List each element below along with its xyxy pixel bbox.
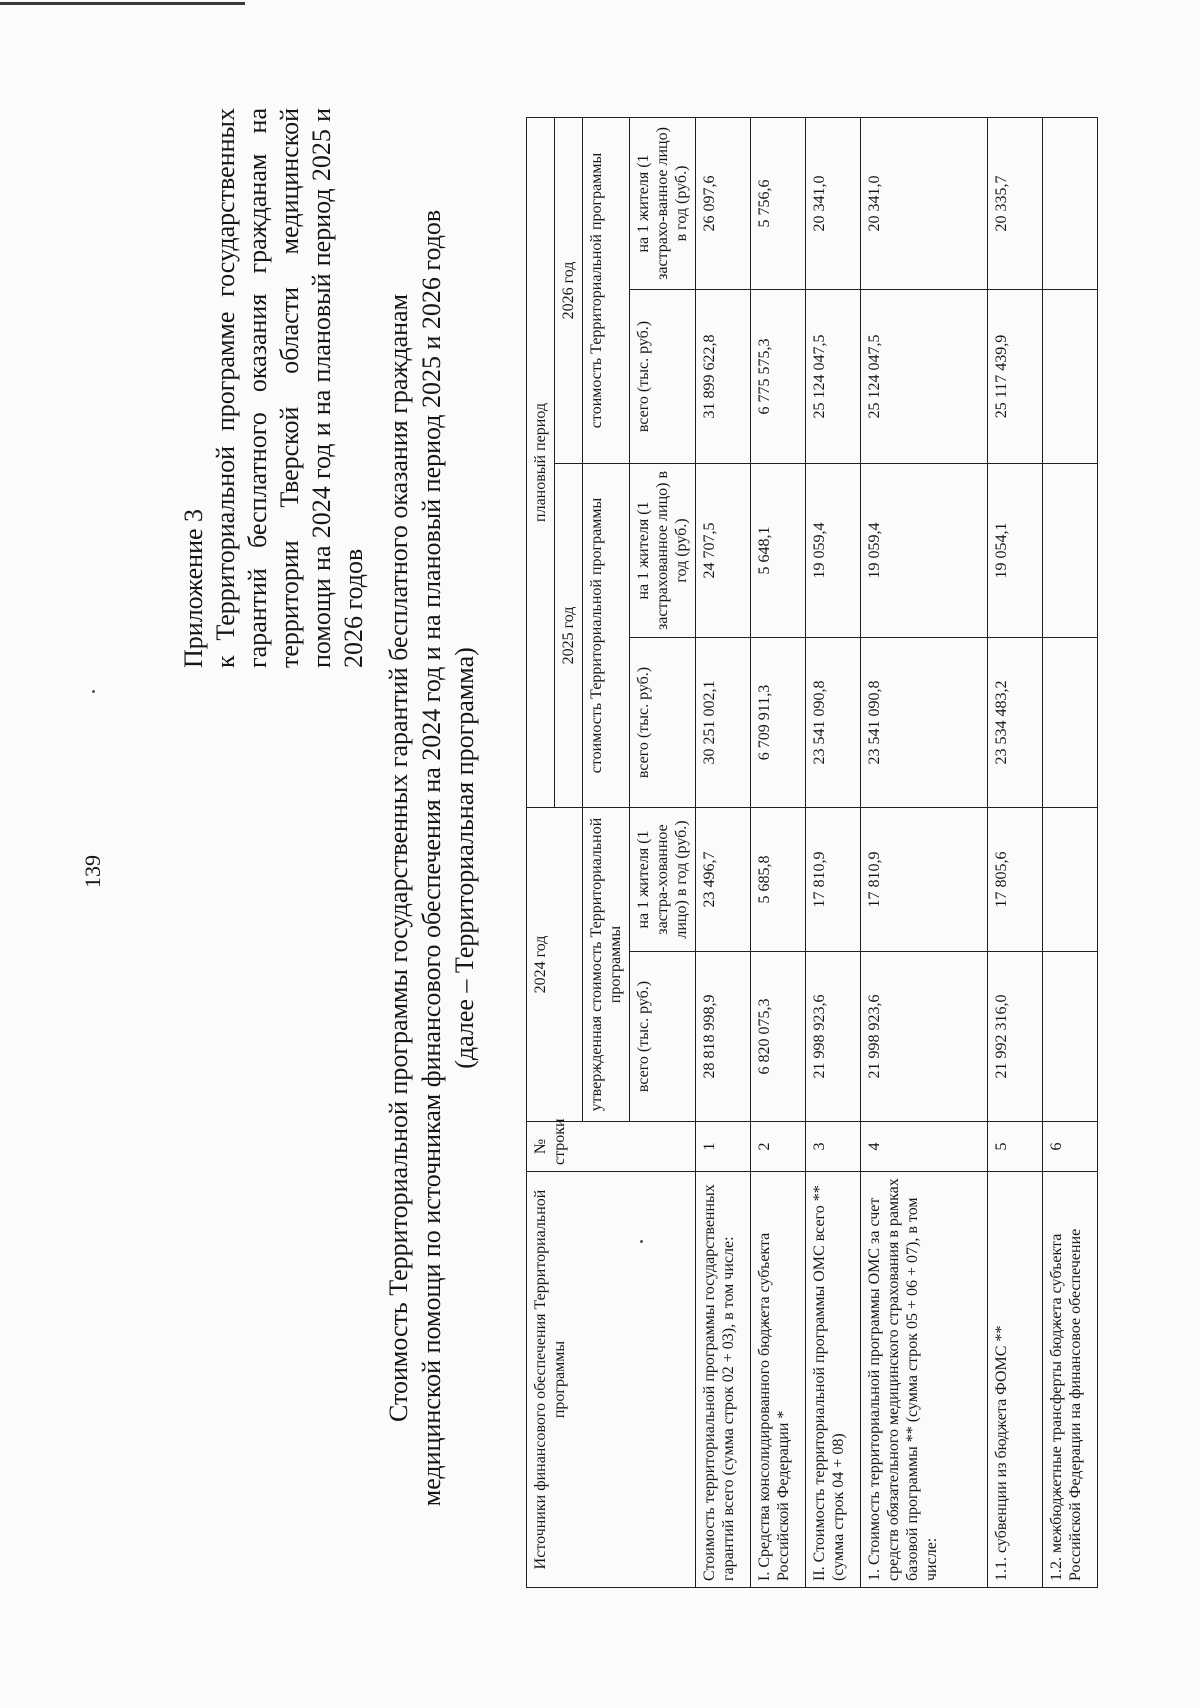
header-approved-cost-2024: утвержденная стоимость Территориальной программы [583,808,630,1122]
cell-total-2024 [1043,952,1098,1122]
table-row [696,117,751,1587]
cell-per-capita-2026: 26 097,6 [696,117,751,289]
document-title-line-3: (далее – Территориальная программа) [450,647,479,1069]
cell-per-capita-2024: 17 810,9 [806,808,861,952]
header-total-2026: всего (тыс. руб.) [630,290,696,464]
table-row [988,117,1043,1587]
cell-per-capita-2025 [1043,464,1098,638]
cell-per-capita-2025: 5 648,1 [751,464,806,638]
cell-total-2024: 21 992 316,0 [988,952,1043,1122]
annex-note [178,108,370,668]
cell-per-capita-2024: 17 805,6 [988,808,1043,952]
document-title [382,168,481,1548]
row-number: 5 [988,1122,1043,1172]
cost-table [526,117,1098,1588]
cell-per-capita-2025: 19 059,4 [806,464,861,638]
cell-total-2025: 30 251 002,1 [696,638,751,808]
row-label: 1. Стоимость территориальной программы ОМС за счет средств обязательного медицинского страхования в рамках базовой программы ** (сумма строк 05 + 06 + 07), в том числе: [861,1172,988,1588]
cell-total-2026: 25 124 047,5 [861,290,988,464]
header-row-number: № строки [527,1122,696,1172]
header-year-2025: 2025 год [555,464,583,808]
document-title-line-1: Стоимость Территориальной программы государственных гарантий бесплатного оказания гражданам [384,293,413,1423]
cell-total-2026: 25 117 439,9 [988,290,1043,464]
cell-total-2024: 21 998 923,6 [806,952,861,1122]
table-row [751,117,806,1587]
cell-per-capita-2024: 17 810,9 [861,808,988,952]
annex-body: к Территориальной программе государственных гарантий бесплатного оказания гражданам на территории Тверской области медицинской помощи на 2024 год и на плановый период 2025 и 2026 годов [211,108,368,668]
page-number: 139 [80,855,105,888]
row-number: 2 [751,1122,806,1172]
cell-total-2024: 28 818 998,9 [696,952,751,1122]
cell-per-capita-2024 [1043,808,1098,952]
row-label: Стоимость территориальной программы государственных гарантий всего (сумма строк 02 + 03), в том числе: [696,1172,751,1588]
row-number: 1 [696,1122,751,1172]
cell-per-capita-2024: 23 496,7 [696,808,751,952]
row-label: II. Стоимость территориальной программы ОМС всего ** (сумма строк 04 + 08) [806,1172,861,1588]
table-row [806,117,861,1587]
row-number: 6 [1043,1122,1098,1172]
row-number: 4 [861,1122,988,1172]
table-row [861,117,988,1587]
cell-per-capita-2026: 20 341,0 [861,117,988,289]
cell-total-2026: 25 124 047,5 [806,290,861,464]
cell-total-2025: 23 541 090,8 [861,638,988,808]
header-source: Источники финансового обеспечения Территориальной программы [527,1172,696,1588]
cell-per-capita-2025: 24 707,5 [696,464,751,638]
cell-per-capita-2026: 20 341,0 [806,117,861,289]
cell-total-2025: 6 709 911,3 [751,638,806,808]
row-number: 3 [806,1122,861,1172]
header-total-2025: всего (тыс. руб.) [630,638,696,808]
cell-total-2026: 6 775 575,3 [751,290,806,464]
cell-total-2025: 23 534 483,2 [988,638,1043,808]
document-title-line-2: медицинской помощи по источникам финансового обеспечения на 2024 год и на плановый период 2025 и 2026 годов [417,209,446,1507]
header-per-capita-2024: на 1 жителя (1 застра-хованное лицо) в год (руб.) [630,808,696,952]
annex-title: Приложение 3 [179,508,208,668]
cell-per-capita-2024: 5 685,8 [751,808,806,952]
row-label: 1.1. субвенции из бюджета ФОМС ** [988,1172,1043,1588]
cell-total-2026 [1043,290,1098,464]
header-cost-2025: стоимость Территориальной программы [583,464,630,808]
header-cost-2026: стоимость Территориальной программы [583,117,630,463]
cell-total-2025: 23 541 090,8 [806,638,861,808]
header-per-capita-2025: на 1 жителя (1 застрахованное лицо) в год (руб.) [630,464,696,638]
row-label: 1.2. межбюджетные трансферты бюджета субъекта Российской Федерации на финансовое обеспечение [1043,1172,1098,1588]
cell-total-2025 [1043,638,1098,808]
cell-per-capita-2025: 19 059,4 [861,464,988,638]
header-planned-period: плановый период [527,117,555,807]
header-total-2024: всего (тыс. руб.) [630,952,696,1122]
cell-total-2024: 6 820 075,3 [751,952,806,1122]
header-year-2026: 2026 год [555,117,583,463]
cell-per-capita-2025: 19 054,1 [988,464,1043,638]
cell-per-capita-2026: 20 335,7 [988,117,1043,289]
cell-total-2026: 31 899 622,8 [696,290,751,464]
cell-total-2024: 21 998 923,6 [861,952,988,1122]
cell-per-capita-2026: 5 756,6 [751,117,806,289]
table-row [1043,117,1098,1587]
header-per-capita-2026: на 1 жителя (1 застрахо-ванное лицо) в год (руб.) [630,117,696,289]
table-header [527,117,696,1587]
table-body [696,117,1098,1587]
cell-per-capita-2026 [1043,117,1098,289]
row-label: I. Средства консолидированного бюджета субъекта Российской Федерации * [751,1172,806,1588]
header-year-2024: 2024 год [527,808,583,1122]
